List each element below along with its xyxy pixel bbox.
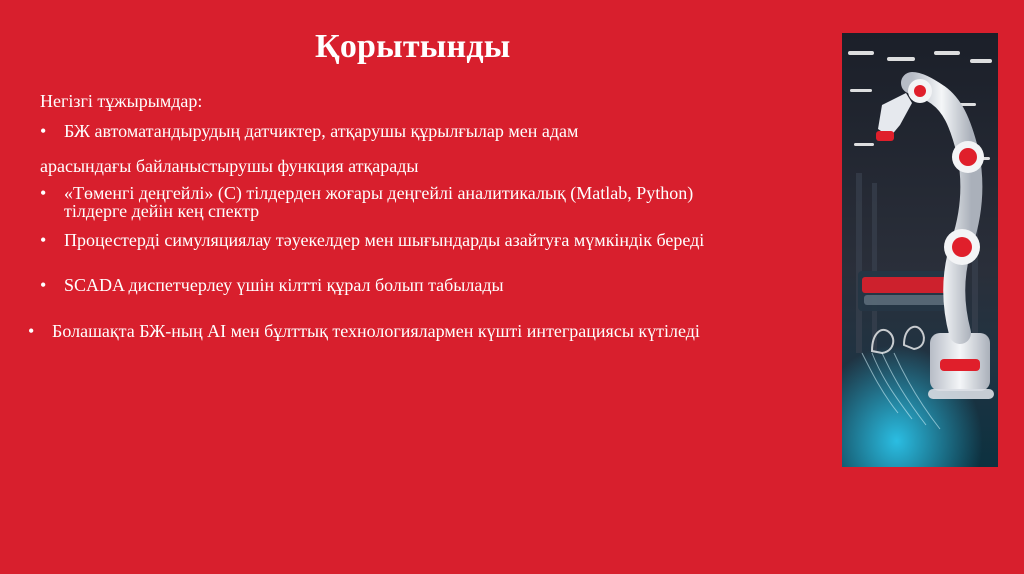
bullet-item-5 xyxy=(28,321,700,341)
bullet-item-4 xyxy=(40,275,504,295)
bullet-marker: • xyxy=(40,121,47,141)
robot-arm-photo xyxy=(842,33,998,467)
bullet-item-3 xyxy=(40,230,704,250)
bullet-text: Процестерді симуляциялау тәуекелдер мен шығындарды азайтуға мүмкіндік береді xyxy=(64,230,705,250)
bullet-text: БЖ автоматандырудың датчиктер, атқарушы құрылғылар мен адам xyxy=(64,121,579,141)
bullet-item-1-continued: арасындағы байланыстырушы функция атқарады xyxy=(40,156,419,176)
bullet-marker: • xyxy=(28,321,35,341)
bullet-marker: • xyxy=(40,230,47,250)
slide-subtitle: Негізгі тұжырымдар: xyxy=(40,91,203,111)
bullet-marker: • xyxy=(40,275,47,295)
slide-title: Қорытынды xyxy=(315,28,511,65)
bullet-text: SCADA диспетчерлеу үшін кілтті құрал болып табылады xyxy=(64,275,504,295)
bullet-text: Болашақта БЖ-ның AI мен бұлттық технологиялармен күшті интеграциясы күтіледі xyxy=(52,321,700,341)
bullet-item-2-continued: тілдерге дейін кең спектр xyxy=(64,201,260,221)
bullet-item-2 xyxy=(40,183,693,203)
bullet-marker: • xyxy=(40,183,47,203)
bullet-item-1 xyxy=(40,121,578,141)
bullet-text: «Төменгі деңгейлі» (С) тілдерден жоғары деңгейлі аналитикалық (Matlab, Python) xyxy=(64,183,694,203)
